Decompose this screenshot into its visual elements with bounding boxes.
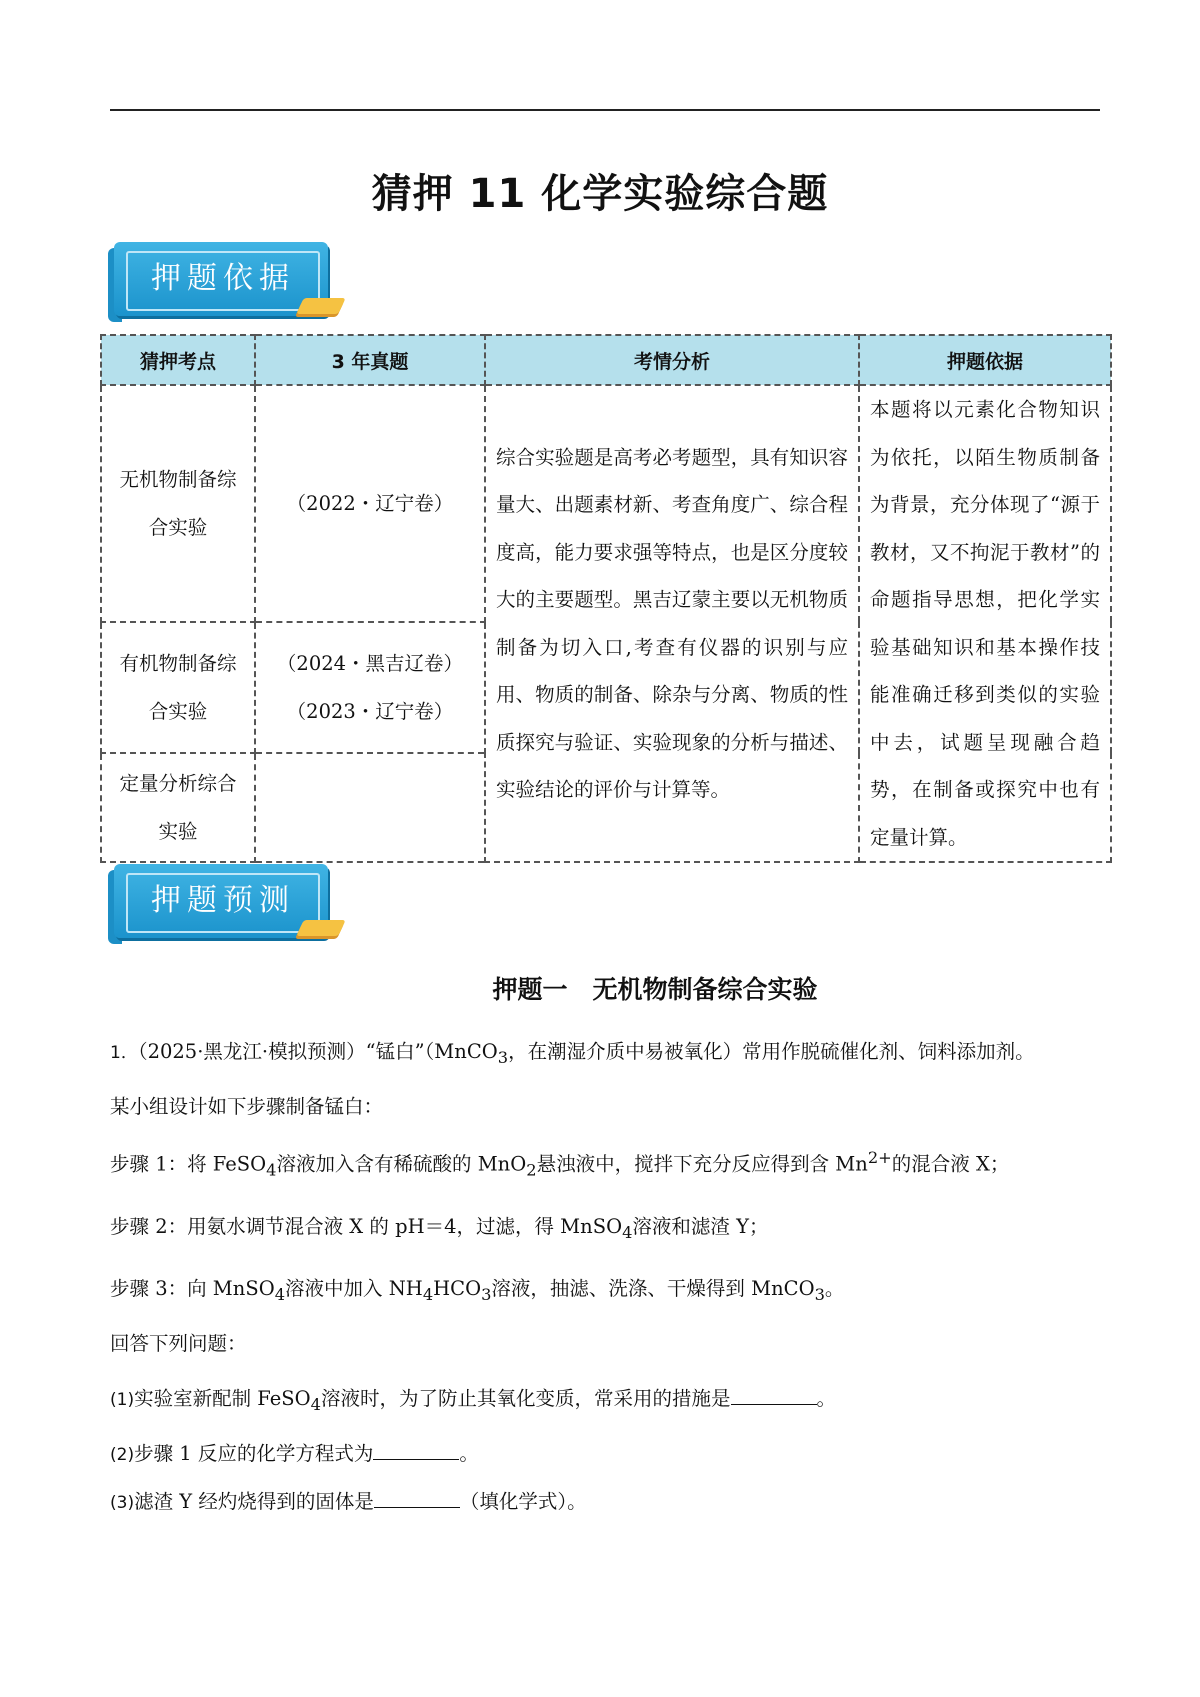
answer-prompt: 回答下列问题：: [110, 1332, 247, 1355]
question-line: 某小组设计如下步骤制备锰白：: [110, 1095, 384, 1118]
topic-cell: 无机物制备综合实验: [101, 385, 255, 622]
page-title: 猜押 11 化学实验综合题: [371, 171, 829, 217]
step-3: 步骤 3：向 MnSO$_4$溶液中加入 $NH_4HCO_3$溶液，抽滤、洗涤、干燥得到 MnCO$_3$。: [110, 1277, 845, 1304]
banner-basis: [108, 242, 348, 326]
table-header-row: [101, 335, 1111, 385]
answer-blank[interactable]: [374, 1489, 460, 1508]
exam-cell-empty: [255, 753, 485, 862]
sub-question-2: (2)步骤 1 反应的化学方程式为 。: [110, 1442, 479, 1465]
book-icon: [296, 298, 345, 314]
step-2: 步骤 2：用氨水调节混合液 X 的 pH＝4，过滤，得 MnSO$_4$溶液和滤渣 Y；: [110, 1215, 769, 1242]
banner-basis-label: 押题依据: [151, 261, 295, 296]
topic-cell: 有机物制备综合实验: [101, 622, 255, 753]
question-intro: 1．（2025·黑龙江·模拟预测）“锰白”（MnCO$_3$，在潮湿介质中易被氧化）常用作脱硫催化剂、饲料添加剂。: [110, 1040, 1035, 1067]
book-icon: [296, 920, 345, 936]
exam-cell: （2022・辽宁卷）: [255, 385, 485, 622]
header-analysis: 考情分析: [485, 335, 859, 385]
top-rule: [110, 109, 1100, 111]
answer-blank[interactable]: [373, 1441, 459, 1460]
sub-question-1: (1)实验室新配制 FeSO$_4$溶液时，为了防止其氧化变质，常采用的措施是 。: [110, 1387, 837, 1414]
section-title: 押题一 无机物制备综合实验: [492, 975, 818, 1004]
step-1: 步骤 1：将 FeSO$_4$溶液加入含有稀硫酸的 MnO$_2$悬浊液中，搅拌下充分反应得到含 $Mn^{2+}$的混合液 X；: [110, 1148, 1010, 1180]
banner-prediction-label: 押题预测: [151, 883, 295, 918]
exam-basis-table: [100, 334, 1112, 863]
sub-question-3: (3)滤渣 Y 经灼烧得到的固体是 （填化学式）。: [110, 1490, 587, 1513]
basis-cell: 本题将以元素化合物知识为依托，以陌生物质制备为背景，充分体现了“源于教材，又不拘泥于教材”的命题指导思想，把化学实验基础知识和基本操作技能准确迁移到类似的实验中去，试题呈现融合趋势，在制备或探究中也有定量计算。: [859, 385, 1111, 862]
topic-cell: 定量分析综合实验: [101, 753, 255, 862]
header-topic: 猜押考点: [101, 335, 255, 385]
banner-prediction: [108, 864, 348, 948]
exam-cell: （2024・黑吉辽卷）（2023・辽宁卷）: [255, 622, 485, 753]
header-exam: 3 年真题: [255, 335, 485, 385]
header-basis: 押题依据: [859, 335, 1111, 385]
answer-blank[interactable]: [731, 1386, 817, 1405]
table-row: [101, 385, 1111, 622]
analysis-cell: 综合实验题是高考必考题型，具有知识容量大、出题素材新、考查角度广、综合程度高，能力要求强等特点，也是区分度较大的主要题型。黑吉辽蒙主要以无机物质制备为切入口,考查有仪器的识别与应用、物质的制备、除杂与分离、物质的性质探究与验证、实验现象的分析与描述、实验结论的评价与计算等。: [485, 385, 859, 862]
